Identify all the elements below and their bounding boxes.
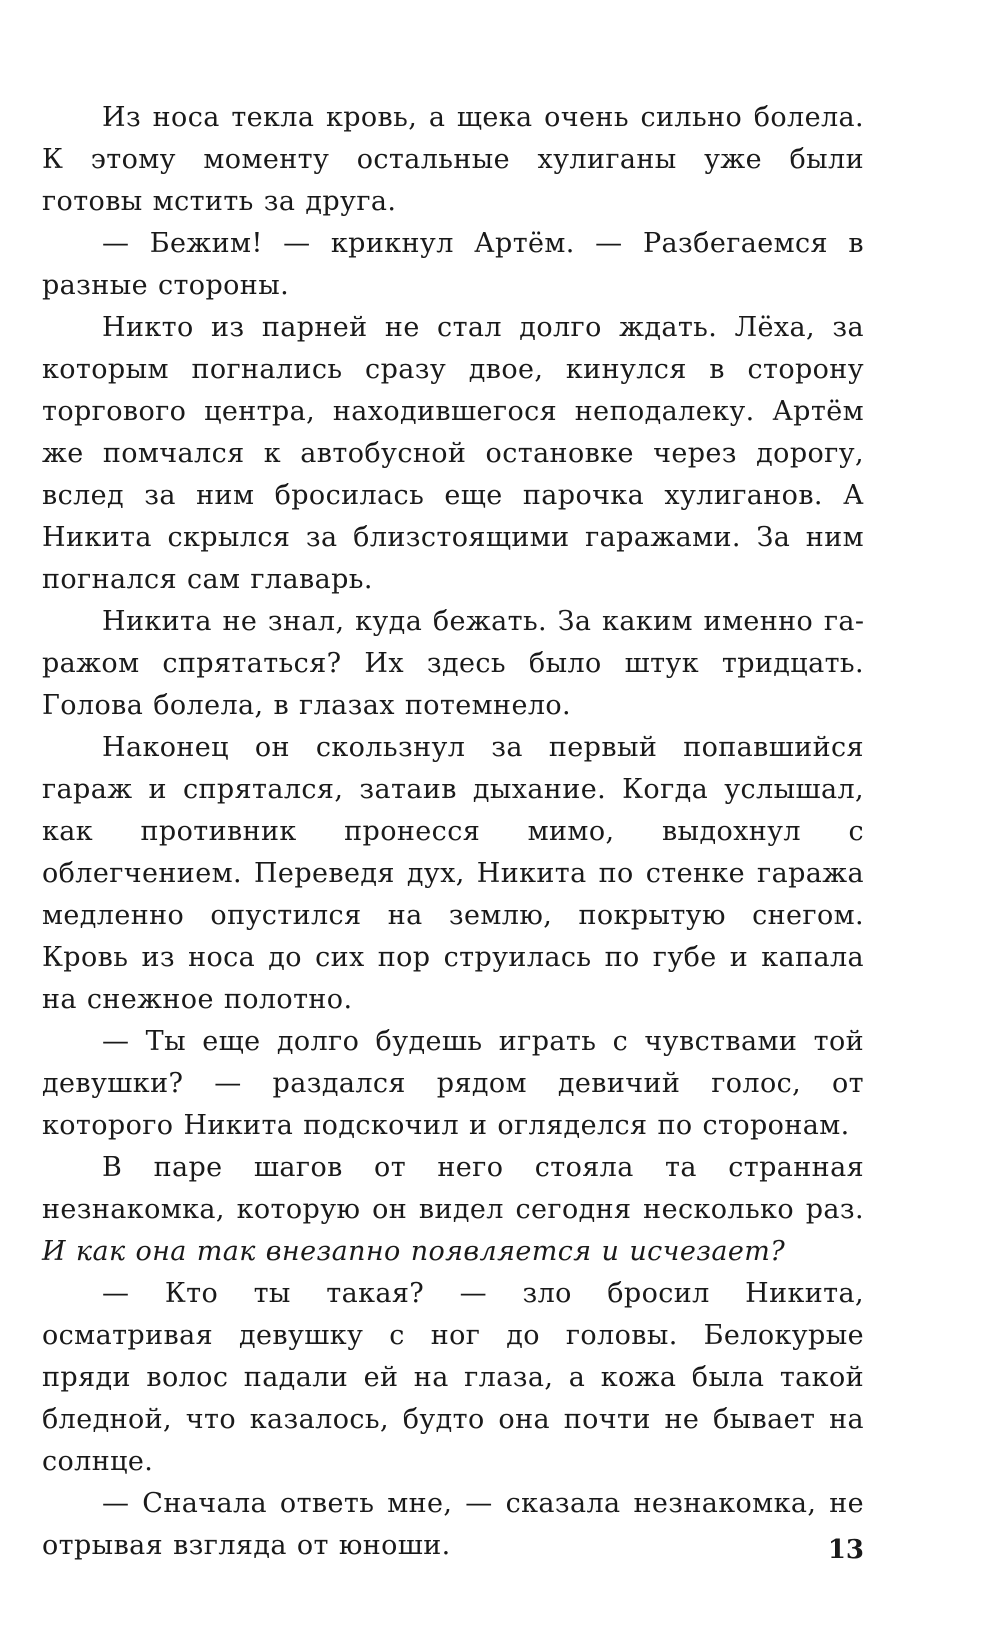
paragraph: Из носа текла кровь, а щека очень сильно болела. К этому моменту остальные хулиганы уже были готовы мстить за друга. (42, 102, 864, 217)
paragraph (42, 1147, 864, 1273)
paragraph: — Сначала ответь мне, — сказала незнакомка, не отрывая взгляда от юноши. (42, 1488, 864, 1561)
paragraph: Наконец он скользнул за первый попавшийся гараж и спрятался, затаив дыхание. Когда услышал, как противник пронесся мимо, выдохнул с облегчением. Переведя дух, Никита по стенке гаража медленно опустился на землю, покрытую снегом. Кровь из носа до сих пор струилась по губе и капала на снежное полотно. (42, 732, 864, 1015)
paragraph-text: В паре шагов от него стояла та странная незнакомка, которую он видел сегодня несколько раз. (42, 1152, 864, 1225)
body-text (42, 97, 864, 1567)
paragraph: — Кто ты такая? — зло бросил Никита, осматривая девушку с ног до головы. Белокурые пряди волос падали ей на глаза, а кожа была такой бледной, что казалось, будто она почти не бывает на солнце. (42, 1278, 864, 1477)
paragraph: — Ты еще долго будешь играть с чувствами той девушки? — раздался рядом девичий голос, от которого Никита подскочил и огляделся по сторонам. (42, 1026, 864, 1141)
paragraph: Никто из парней не стал долго ждать. Лёха, за которым погнались сразу двое, кинулся в сторону торгового центра, находившегося неподалеку. Артём же помчался к автобусной остановке через дорогу, вслед за ним бросилась еще парочка хулиганов. А Никита скрылся за близстоящими гаражами. За ним погнался сам главарь. (42, 312, 864, 595)
page-number: 13 (827, 1535, 864, 1565)
paragraph: — Бежим! — крикнул Артём. — Разбегаемся в разные стороны. (42, 228, 864, 301)
italic-thought: И как она так внезапно появляется и исчезает? (42, 1236, 786, 1267)
paragraph: Никита не знал, куда бежать. За каким именно гаражом спрятаться? Их здесь было штук тридцать. Голова болела, в глазах потемнело. (42, 606, 864, 721)
